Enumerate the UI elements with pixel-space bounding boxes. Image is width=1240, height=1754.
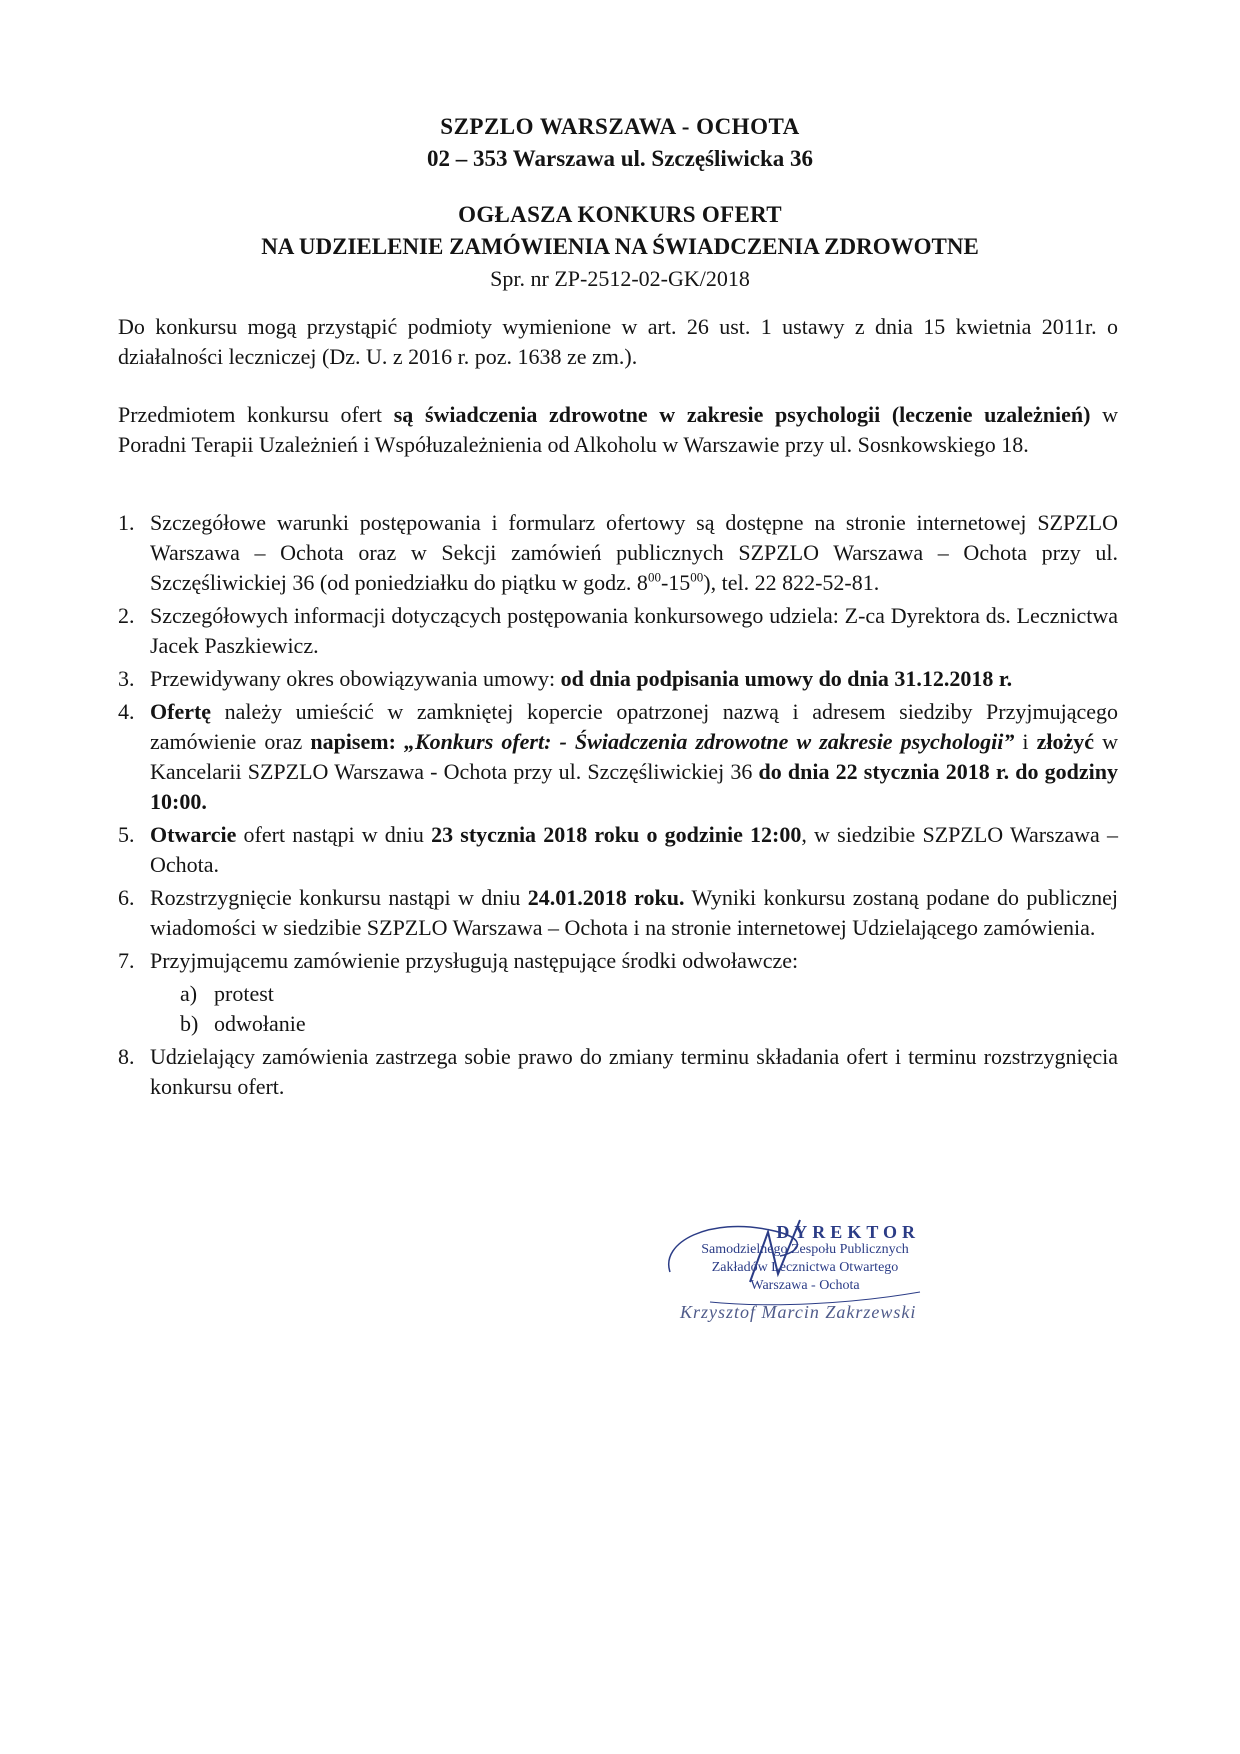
list-item	[118, 946, 1118, 976]
institution-name: SZPZLO WARSZAWA - OCHOTA	[440, 114, 800, 139]
item-number: 2.	[118, 603, 135, 628]
sub-item-text: protest	[214, 981, 274, 1006]
item-number: 7.	[118, 948, 135, 973]
item1-text: Szczegółowe warunki postępowania i formularz ofertowy są dostępne na stronie internetowej SZPZLO Warszawa – Ochota oraz w Sekcji zamówień publicznych SZPZLO Warszawa – Ochota przy ul. Szczęśliwickiej 36 (od poniedziałku do piątku w godz. 8	[150, 510, 1118, 595]
item-number: 8.	[118, 1044, 135, 1069]
sub-item-text: odwołanie	[214, 1011, 306, 1036]
item-text	[150, 883, 1118, 943]
item4-b4: do dnia 22 stycznia 2018 r. do godziny 10:00.	[150, 759, 1118, 814]
item-text	[150, 664, 1118, 694]
item4-b2: napisem:	[310, 729, 404, 754]
item1-mid: -15	[660, 570, 691, 595]
list-item	[118, 883, 1118, 943]
institution-address: 02 – 353 Warszawa ul. Szczęśliwicka 36	[426, 146, 814, 171]
list-item	[118, 697, 1118, 817]
item6-t2: Wyniki konkursu zostaną podane do publicznej wiadomości w siedzibie SZPZLO Warszawa – Ochota i na stronie internetowej Udzielającego zamówienia.	[150, 885, 1118, 940]
list-item	[118, 1042, 1118, 1102]
sub-item	[118, 979, 1118, 1009]
item-number: 6.	[118, 885, 135, 910]
subject-bold: są świadczenia zdrowotne w zakresie psychologii (leczenie uzależnień)	[393, 402, 1091, 427]
subject-paragraph	[118, 400, 1118, 460]
item5-b1: Otwarcie	[150, 822, 237, 847]
item6-b1: 24.01.2018 roku.	[527, 885, 685, 910]
item-number: 5.	[118, 822, 135, 847]
item4-bi: „Konkurs ofert: - Świadczenia zdrowotne w zakresie psychologii”	[403, 729, 1015, 754]
item3-text: Przewidywany okres obowiązywania umowy:	[150, 666, 561, 691]
item4-t3: w Kancelarii SZPZLO Warszawa - Ochota przy ul. Szczęśliwickiej 36	[150, 729, 1119, 784]
item-text	[150, 820, 1118, 880]
signatory-name: Krzysztof Marcin Zakrzewski	[680, 1302, 917, 1322]
stamp-line-1: Samodzielnego Zespołu Publicznych	[701, 1242, 909, 1257]
item-text: Szczegółowych informacji dotyczących postępowania konkursowego udziela: Z-ca Dyrektora ds. Lecznictwa Jacek Paszkiewicz.	[150, 603, 1118, 658]
sub-item-label: a)	[180, 981, 198, 1006]
announcement-subtitle: NA UDZIELENIE ZAMÓWIENIA NA ŚWIADCZENIA ZDROWOTNE	[261, 234, 979, 259]
stamp-line-2: Zakładów Lecznictwa Otwartego	[711, 1260, 899, 1275]
item-number: 4.	[118, 699, 135, 724]
subject-lead: Przedmiotem konkursu ofert	[118, 402, 394, 427]
list-item	[118, 601, 1118, 661]
stamp-line-3: Warszawa - Ochota	[750, 1278, 860, 1293]
sub-item	[118, 1009, 1118, 1039]
intro-paragraph: Do konkursu mogą przystąpić podmioty wymienione w art. 26 ust. 1 ustawy z dnia 15 kwietnia 2011r. o działalności leczniczej (Dz. U. z 2016 r. poz. 1638 ze zm.).	[118, 314, 1118, 369]
item-text	[150, 697, 1118, 817]
item1-tail: ), tel. 22 822-52-81.	[703, 570, 880, 595]
item5-t2: , w siedzibie SZPZLO Warszawa – Ochota.	[150, 822, 1118, 877]
item-text	[150, 508, 1118, 598]
subject-rest: w Poradni Terapii Uzależnień i Współuzależnienia od Alkoholu w Warszawie przy ul. Sosnkowskiego 18.	[118, 402, 1119, 457]
list-item	[118, 508, 1118, 598]
item4-t2: i	[1014, 729, 1037, 754]
case-number: Spr. nr ZP-2512-02-GK/2018	[490, 266, 750, 291]
conditions-list	[118, 508, 1118, 1105]
item3-bold: od dnia podpisania umowy do dnia 31.12.2018 r.	[560, 666, 1013, 691]
item5-b2: 23 stycznia 2018 roku o godzinie 12:00	[431, 822, 802, 847]
announcement-title: OGŁASZA KONKURS OFERT	[458, 202, 782, 227]
item1-sup2: 00	[690, 569, 704, 585]
item5-t1: ofert nastąpi w dniu	[236, 822, 432, 847]
item4-t1: należy umieścić w zamkniętej kopercie opatrzonej nazwą i adresem siedziby Przyjmującego zamówienie oraz	[150, 699, 1118, 754]
item-text: Przyjmującemu zamówienie przysługują następujące środki odwoławcze:	[150, 948, 799, 973]
item-number: 1.	[118, 510, 135, 535]
sub-item-label: b)	[180, 1011, 199, 1036]
item-text: Udzielający zamówienia zastrzega sobie prawo do zmiany terminu składania ofert i terminu rozstrzygnięcia konkursu ofert.	[150, 1044, 1118, 1099]
item1-sup1: 00	[647, 569, 661, 585]
list-item	[118, 820, 1118, 880]
item-number: 3.	[118, 666, 135, 691]
list-item	[118, 664, 1118, 694]
item6-t1: Rozstrzygnięcie konkursu nastąpi w dniu	[150, 885, 528, 910]
stamp-title: DYREKTOR	[776, 1222, 920, 1242]
item4-b3: złożyć	[1036, 729, 1095, 754]
item4-b1: Ofertę	[150, 699, 212, 724]
